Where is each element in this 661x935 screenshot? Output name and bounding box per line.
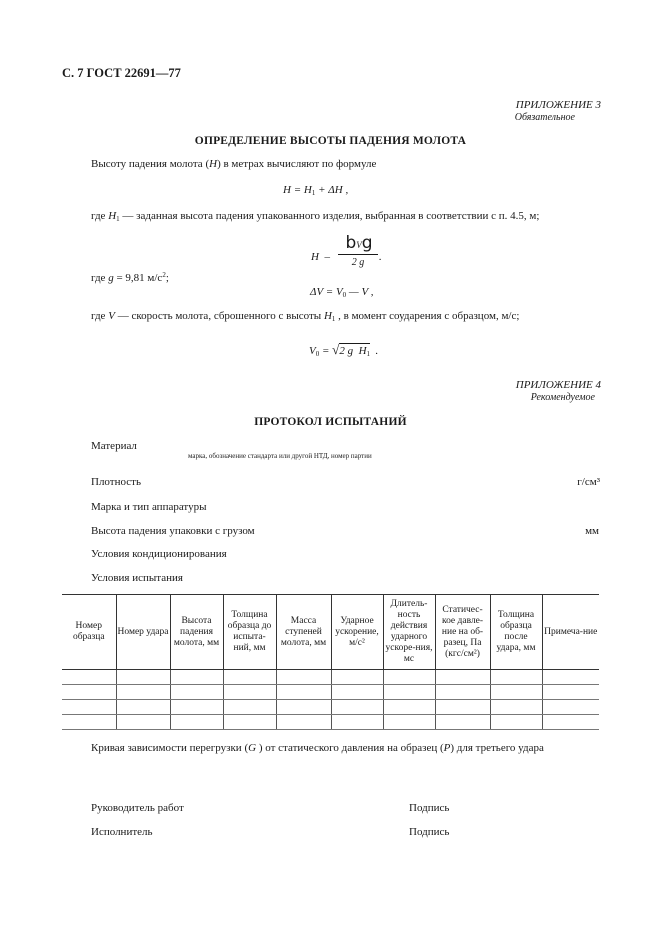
col-impact-acceleration: Ударное ускорение, м/с² xyxy=(331,595,383,670)
appendix3-status: Обязательное xyxy=(514,112,575,123)
where-v: где V — скорость молота, сброшенного с высоты $H_1$ , в момент соударения с образцом, м/с; xyxy=(91,310,520,323)
appendix4-label: ПРИЛОЖЕНИЕ 4 xyxy=(515,379,601,391)
col-note: Примеча-ние xyxy=(542,595,599,670)
formula-dh-denominator: 2 g xyxy=(351,257,365,268)
protocol-table xyxy=(62,594,599,730)
col-duration: Длитель-ность действия ударного ускоре-ния, мс xyxy=(383,595,435,670)
material-label: Материал xyxy=(91,440,137,452)
table-row xyxy=(62,700,599,715)
col-thickness-after: Толщина образца после удара, мм xyxy=(490,595,542,670)
apparatus-label: Марка и тип аппаратуры xyxy=(91,501,207,513)
table-row xyxy=(62,715,599,730)
formula-dh-lhs: H – xyxy=(311,251,330,263)
density-unit: г/см³ xyxy=(577,476,600,488)
material-hint: марка, обозначение стандарта или другой НТД, номер партии xyxy=(188,452,372,460)
col-sample-number: Номер образца xyxy=(62,595,116,670)
appendix4-status: Рекомендуемое xyxy=(530,392,595,403)
where-g: где g = 9,81 $м/с^2$; xyxy=(91,271,169,284)
formula-dv: $\Delta V = V_0$ — V , xyxy=(310,286,374,299)
manager-label: Руководитель работ xyxy=(91,802,184,814)
col-impact-number: Номер удара xyxy=(116,595,170,670)
table-row xyxy=(62,685,599,700)
col-static-pressure: Статичес-кое давле-ние на об-разец, Па (кгс/см²) xyxy=(435,595,490,670)
conditioning-label: Условия кондиционирования xyxy=(91,548,227,560)
formula-dh-end: . xyxy=(379,251,382,263)
density-label: Плотность xyxy=(91,476,141,488)
formula-dh-fraction-line xyxy=(338,254,378,255)
test-conditions-label: Условия испытания xyxy=(91,572,183,584)
col-drop-height: Высота падения молота, мм xyxy=(170,595,223,670)
drop-height-unit: мм xyxy=(585,525,599,537)
appendix3-label: ПРИЛОЖЕНИЕ 3 xyxy=(515,99,601,111)
manager-signature: Подпись xyxy=(409,802,450,814)
executor-signature: Подпись xyxy=(409,826,450,838)
formula-intro: Высоту падения молота (H) в метрах вычисляют по формуле xyxy=(91,158,377,170)
table-row xyxy=(62,670,599,685)
formula-h: $H = H_1 + \Delta H$ , xyxy=(283,184,349,197)
drop-height-label: Высота падения упаковки с грузом xyxy=(91,525,255,537)
page-reference: С. 7 ГОСТ 22691—77 xyxy=(62,66,181,80)
col-hammer-mass: Масса ступеней молота, мм xyxy=(276,595,331,670)
appendix3-title: ОПРЕДЕЛЕНИЕ ВЫСОТЫ ПАДЕНИЯ МОЛОТА xyxy=(194,135,467,147)
where-h1: где $H_1$ — заданная высота падения упакованного изделия, выбранная в соответствии с п. 4.5, м; xyxy=(91,210,540,223)
formula-v0: $V_0 = √2$ g $H_1$ . xyxy=(309,342,379,358)
curve-text: Кривая зависимости перегрузки (G ) от статического давления на образец (P) для третьего удара xyxy=(91,742,544,754)
table-header-row xyxy=(62,595,599,670)
appendix4-title: ПРОТОКОЛ ИСПЫТАНИЙ xyxy=(254,416,407,428)
executor-label: Исполнитель xyxy=(91,826,153,838)
col-thickness-before: Толщина образца до испыта-ний, мм xyxy=(223,595,276,670)
formula-dh-numerator: bVg xyxy=(345,233,373,253)
